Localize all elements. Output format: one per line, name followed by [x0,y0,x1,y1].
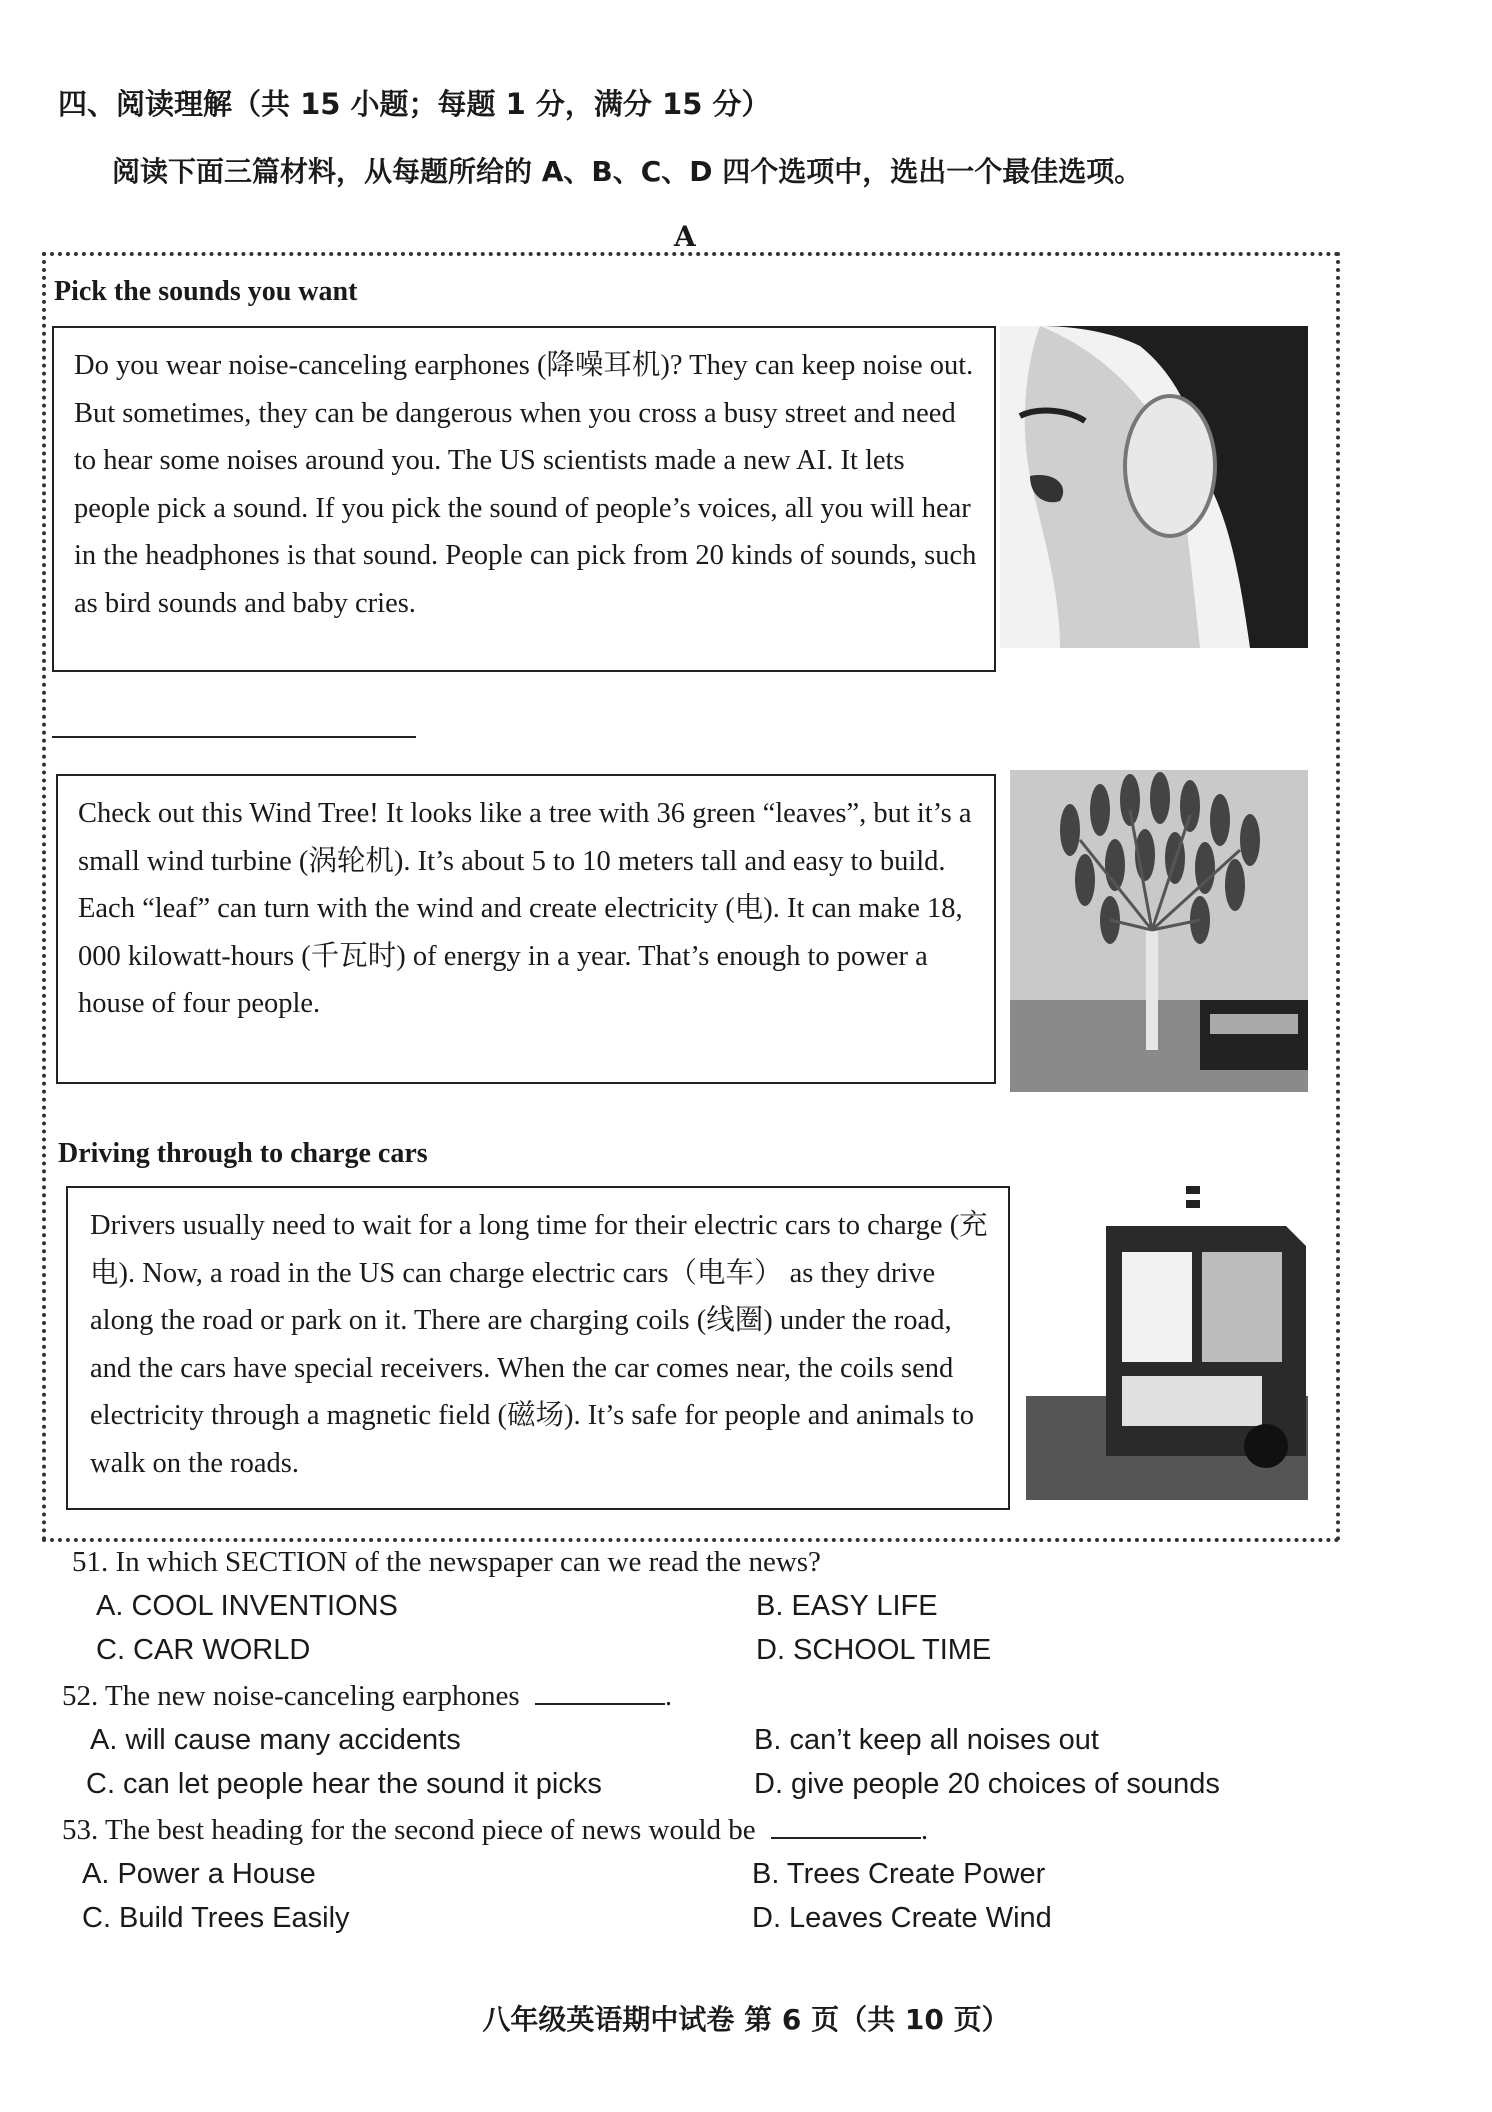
electric-bus-photo [1026,1186,1308,1500]
answer-blank-53[interactable] [771,1837,921,1839]
news-1-body: Do you wear noise-canceling earphones (降噪耳机)? They can keep noise out. But sometimes, they can be dangerous when you cross a busy street and need to hear some noises around you. The US scientists made a new AI. It lets people pick a sound. If you pick the sound of people’s voices, all you will hear in the headphones is that sound. People can pick from 20 kinds of sounds, such as bird sounds and baby cries. [74,350,977,619]
answer-blank-52[interactable] [535,1703,665,1705]
question-52-option-b[interactable]: B. can’t keep all noises out [754,1724,1099,1756]
question-52-option-d[interactable]: D. give people 20 choices of sounds [754,1768,1220,1800]
question-52-stem: 52. The new noise-canceling earphones [62,1680,520,1712]
question-53-option-d[interactable]: D. Leaves Create Wind [752,1902,1052,1934]
question-52-option-a[interactable]: A. will cause many accidents [90,1724,461,1756]
wind-tree-illustration [1010,770,1308,1092]
section-title: 四、阅读理解（共 15 小题；每题 1 分，满分 15 分） [58,87,771,121]
question-53-option-c[interactable]: C. Build Trees Easily [82,1902,350,1934]
woman-with-earphones-illustration [1000,326,1308,648]
instructions: 阅读下面三篇材料，从每题所给的 A、B、C、D 四个选项中，选出一个最佳选项。 [112,155,1143,188]
news-3-body: Drivers usually need to wait for a long time for their electric cars to charge (充电). Now, a road in the US can charge electric cars（电车） as they drive along the road or park on it. There are charging coils (线圈) under the road, and the cars have special receivers. When the car comes near, the coils send electricity through a magnetic field (磁场). It’s safe for people and animals to walk on the roads. [90,1210,988,1479]
question-51-option-d[interactable]: D. SCHOOL TIME [756,1634,992,1666]
passage-label: A [674,220,696,253]
question-53-stem: 53. The best heading for the second piece of news would be [62,1814,756,1846]
news-1-heading: Pick the sounds you want [54,276,358,307]
question-52-option-c[interactable]: C. can let people hear the sound it picks [86,1768,602,1800]
question-51-option-a[interactable]: A. COOL INVENTIONS [96,1590,398,1622]
news-3-heading: Driving through to charge cars [58,1138,428,1169]
news-3-box [66,1186,1010,1510]
electric-bus-illustration [1026,1186,1308,1500]
question-52: 52. The new noise-canceling earphones . [62,1680,673,1712]
news-2-box [56,774,996,1084]
woman-with-earphones-photo [1000,326,1308,648]
page-footer: 八年级英语期中试卷 第 6 页（共 10 页） [482,2003,1010,2036]
question-53-option-a[interactable]: A. Power a House [82,1858,316,1890]
news-2-body: Check out this Wind Tree! It looks like a tree with 36 green “leaves”, but it’s a small wind turbine (涡轮机). It’s about 5 to 10 meters tall and easy to build. Each “leaf” can turn with the wind and create electricity (电). It can make 18, 000 kilowatt-hours (千瓦时) of energy in a year. That’s enough to power a house of four people. [78,798,972,1019]
question-51-option-c[interactable]: C. CAR WORLD [96,1634,311,1666]
news-divider [52,736,416,738]
question-51-option-b[interactable]: B. EASY LIFE [756,1590,938,1622]
question-51-stem: 51. In which SECTION of the newspaper can we read the news? [72,1546,821,1578]
news-1-box [52,326,996,672]
question-53-option-b[interactable]: B. Trees Create Power [752,1858,1046,1890]
question-53: 53. The best heading for the second piece of news would be . [62,1814,929,1846]
wind-tree-photo [1010,770,1308,1092]
